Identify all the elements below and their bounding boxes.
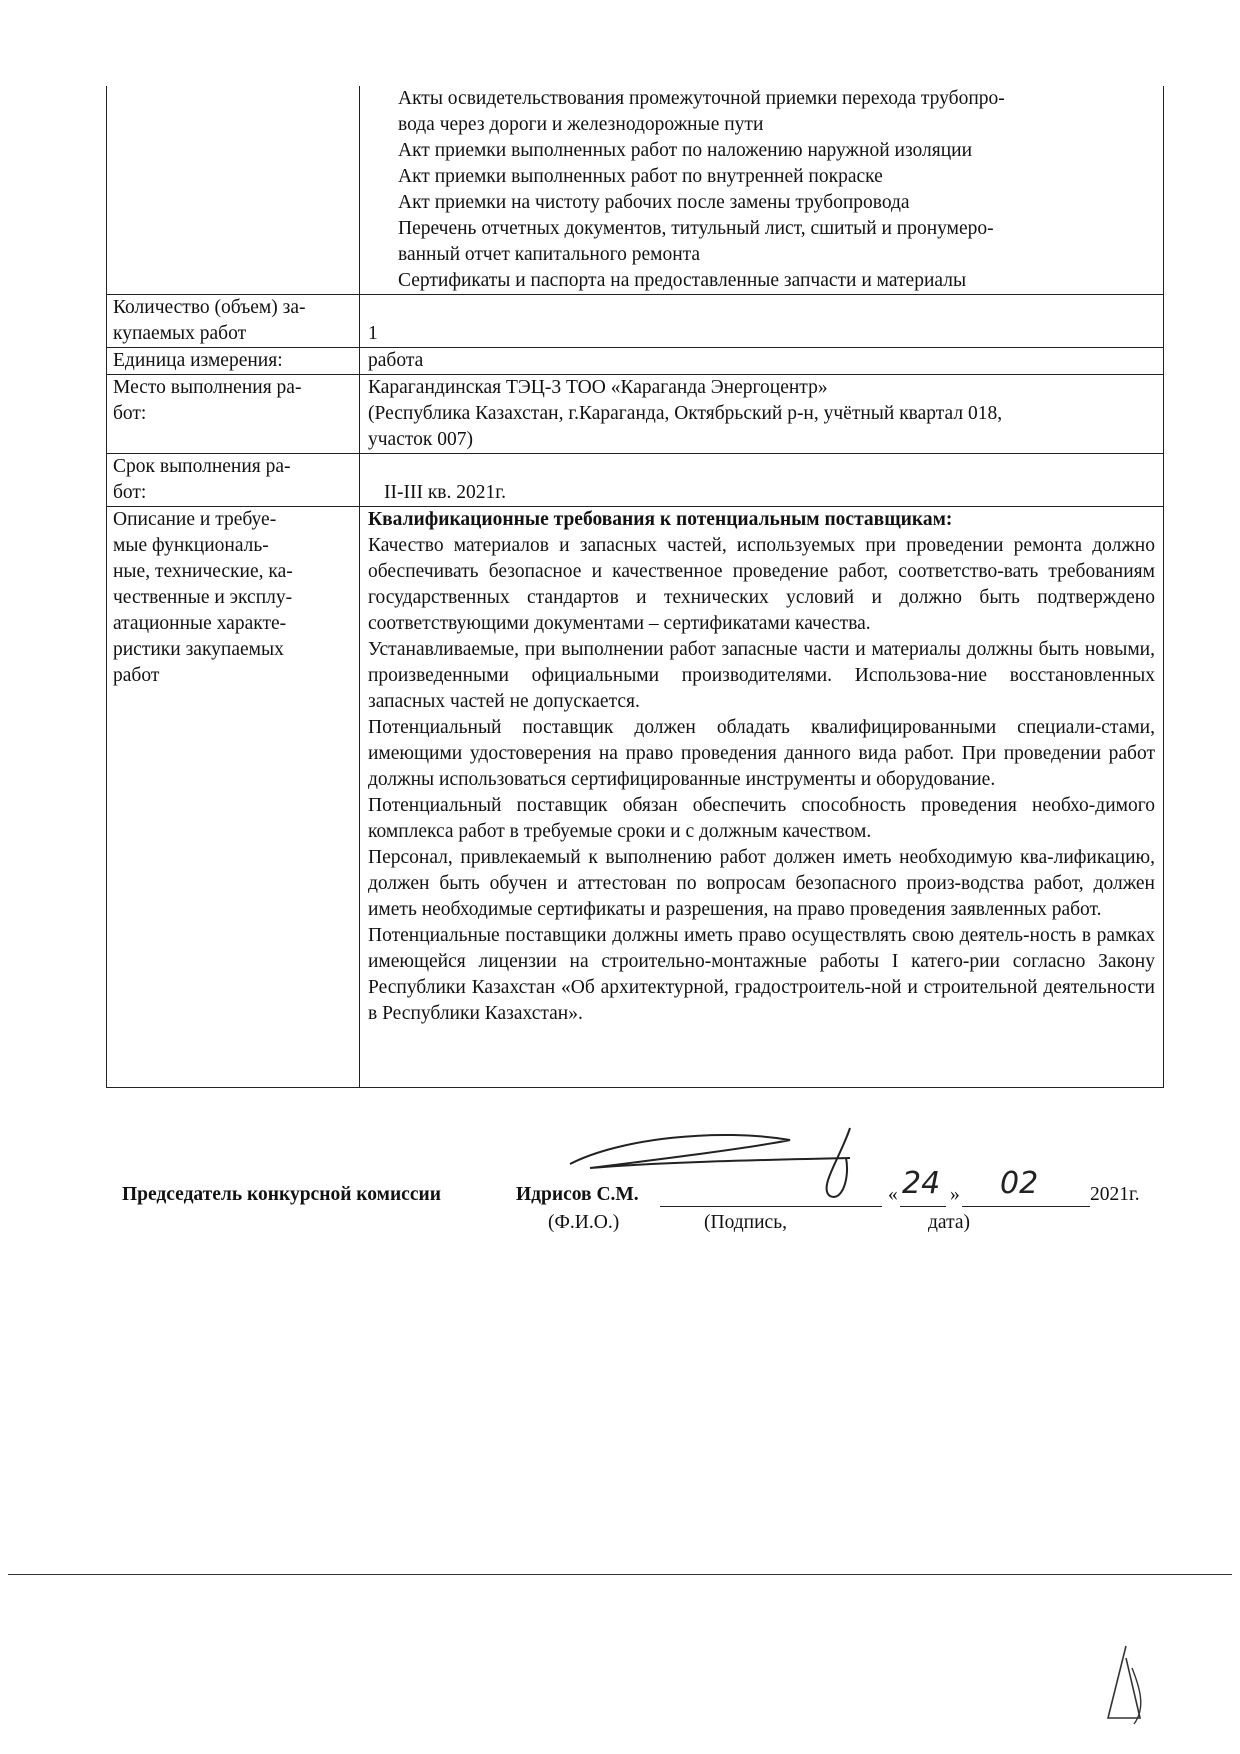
- date-year: 2021г.: [1090, 1184, 1140, 1205]
- location-value-line: Карагандинская ТЭЦ-3 ТОО «Караганда Энергоцентр»: [368, 377, 828, 398]
- table-row-unit: [107, 348, 1164, 375]
- quantity-label-line: Количество (объем) за-: [113, 297, 306, 318]
- fio-caption: (Ф.И.О.): [548, 1212, 620, 1233]
- description-label-cell: [107, 507, 360, 1088]
- term-value: II-III кв. 2021г.: [384, 482, 506, 503]
- table-row-description: [107, 507, 1164, 1088]
- table-row-quantity: [107, 295, 1164, 348]
- date-month-handwritten: 02: [1000, 1166, 1039, 1201]
- sign-caption: (Подпись,: [704, 1212, 787, 1233]
- list-item: Сертификаты и паспорта на предоставленные запчасти и материалы: [398, 270, 967, 291]
- initials-mark: [1096, 1638, 1156, 1738]
- location-value-cell: [360, 375, 1164, 454]
- requirement-paragraph: Качество материалов и запасных частей, используемых при проведении ремонта должно обеспечивать безопасное и качественное проведение работ, соответство-вать требованиям государственных стандартов и технических условий и должно быть подтверждено соответствующими документами – сертификатами качества.: [368, 535, 1155, 634]
- page-divider: [8, 1574, 1232, 1575]
- date-day-handwritten: 24: [902, 1166, 941, 1201]
- description-label-line: Описание и требуе-: [113, 509, 277, 530]
- requirements-heading: Квалификационные требования к потенциальным поставщикам:: [368, 509, 953, 530]
- term-label-cell: [107, 454, 360, 507]
- term-label-line: Срок выполнения ра-: [113, 456, 291, 477]
- date-open-quote: «: [888, 1184, 898, 1205]
- quantity-label-line: купаемых работ: [113, 323, 247, 344]
- location-value-line: (Республика Казахстан, г.Караганда, Октябрьский р-н, учётный квартал 018,: [368, 403, 1003, 424]
- description-label-line: атационные характе-: [113, 613, 287, 634]
- description-label-line: чественные и эксплу-: [113, 587, 293, 608]
- requirement-paragraph: Устанавливаемые, при выполнении работ запасные части и материалы должны быть новыми, произведенными официальными производителями. Использова-ние восстановленных запасных частей не допускается.: [368, 639, 1155, 712]
- reporting-docs-list: [368, 86, 1155, 294]
- date-day-line: [900, 1206, 946, 1207]
- description-label-line: работ: [113, 665, 160, 686]
- table-row-docs: [107, 86, 1164, 295]
- description-label-line: ристики закупаемых: [113, 639, 284, 660]
- list-item: Акты освидетельствования промежуточной приемки перехода трубопро-: [398, 88, 1005, 109]
- signer-name: Идрисов С.М.: [516, 1184, 639, 1205]
- quantity-value: 1: [368, 323, 378, 344]
- date-caption: дата): [928, 1212, 970, 1233]
- list-item: Акт приемки выполненных работ по внутренней покраске: [398, 166, 883, 187]
- description-label-line: мые функциональ-: [113, 535, 269, 556]
- requirement-paragraph: Потенциальный поставщик обязан обеспечить способность проведения необхо-димого комплекса работ в требуемые сроки и с должным качеством.: [368, 795, 1155, 842]
- date-close-quote: »: [950, 1184, 960, 1205]
- requirement-paragraph: Персонал, привлекаемый к выполнению работ должен иметь необходимую ква-лификацию, должен быть обучен и аттестован по вопросам безопасного произ-водства работ, должен иметь необходимые сертификаты и разрешения, на право проведения заявленных работ.: [368, 847, 1155, 920]
- docs-list-cell: [360, 86, 1164, 295]
- specification-table: [106, 86, 1164, 1088]
- requirement-paragraph: Потенциальный поставщик должен обладать квалифицированными специали-стами, имеющими удостоверения на право проведения данного вида работ. При проведении работ должны использоваться сертифицированные инструменты и оборудование.: [368, 717, 1155, 790]
- quantity-value-cell: [360, 295, 1164, 348]
- list-item: вода через дороги и железнодорожные пути: [398, 114, 764, 135]
- location-label-cell: [107, 375, 360, 454]
- signer-role: Председатель конкурсной комиссии: [122, 1184, 441, 1205]
- description-value-cell: [360, 507, 1164, 1088]
- list-item: ванный отчет капитального ремонта: [398, 244, 701, 265]
- table-row-term: [107, 454, 1164, 507]
- location-label-line: Место выполнения ра-: [113, 377, 302, 398]
- term-label-line: бот:: [113, 482, 147, 503]
- requirement-paragraph: Потенциальные поставщики должны иметь право осуществлять свою деятель-ность в рамках имеющейся лицензии на строительно-монтажные работы I катего-рии согласно Закону Республики Казахстан «Об архитектурной, градостроитель-ной и строительной деятельности в Республики Казахстан».: [368, 925, 1155, 1024]
- term-value-cell: [360, 454, 1164, 507]
- unit-label-cell: Единица измерения:: [107, 348, 360, 375]
- list-item: Акт приемки на чистоту рабочих после замены трубопровода: [398, 192, 910, 213]
- list-item: Перечень отчетных документов, титульный лист, сшитый и пронумеро-: [398, 218, 994, 239]
- location-label-line: бот:: [113, 403, 147, 424]
- description-label-line: ные, технические, ка-: [113, 561, 293, 582]
- list-item: Акт приемки выполненных работ по наложению наружной изоляции: [398, 140, 973, 161]
- quantity-label-cell: [107, 295, 360, 348]
- date-month-line: [962, 1206, 1090, 1207]
- location-value-line: участок 007): [368, 429, 473, 450]
- docs-label-cell: [107, 86, 360, 295]
- unit-value-cell: работа: [360, 348, 1164, 375]
- table-row-location: [107, 375, 1164, 454]
